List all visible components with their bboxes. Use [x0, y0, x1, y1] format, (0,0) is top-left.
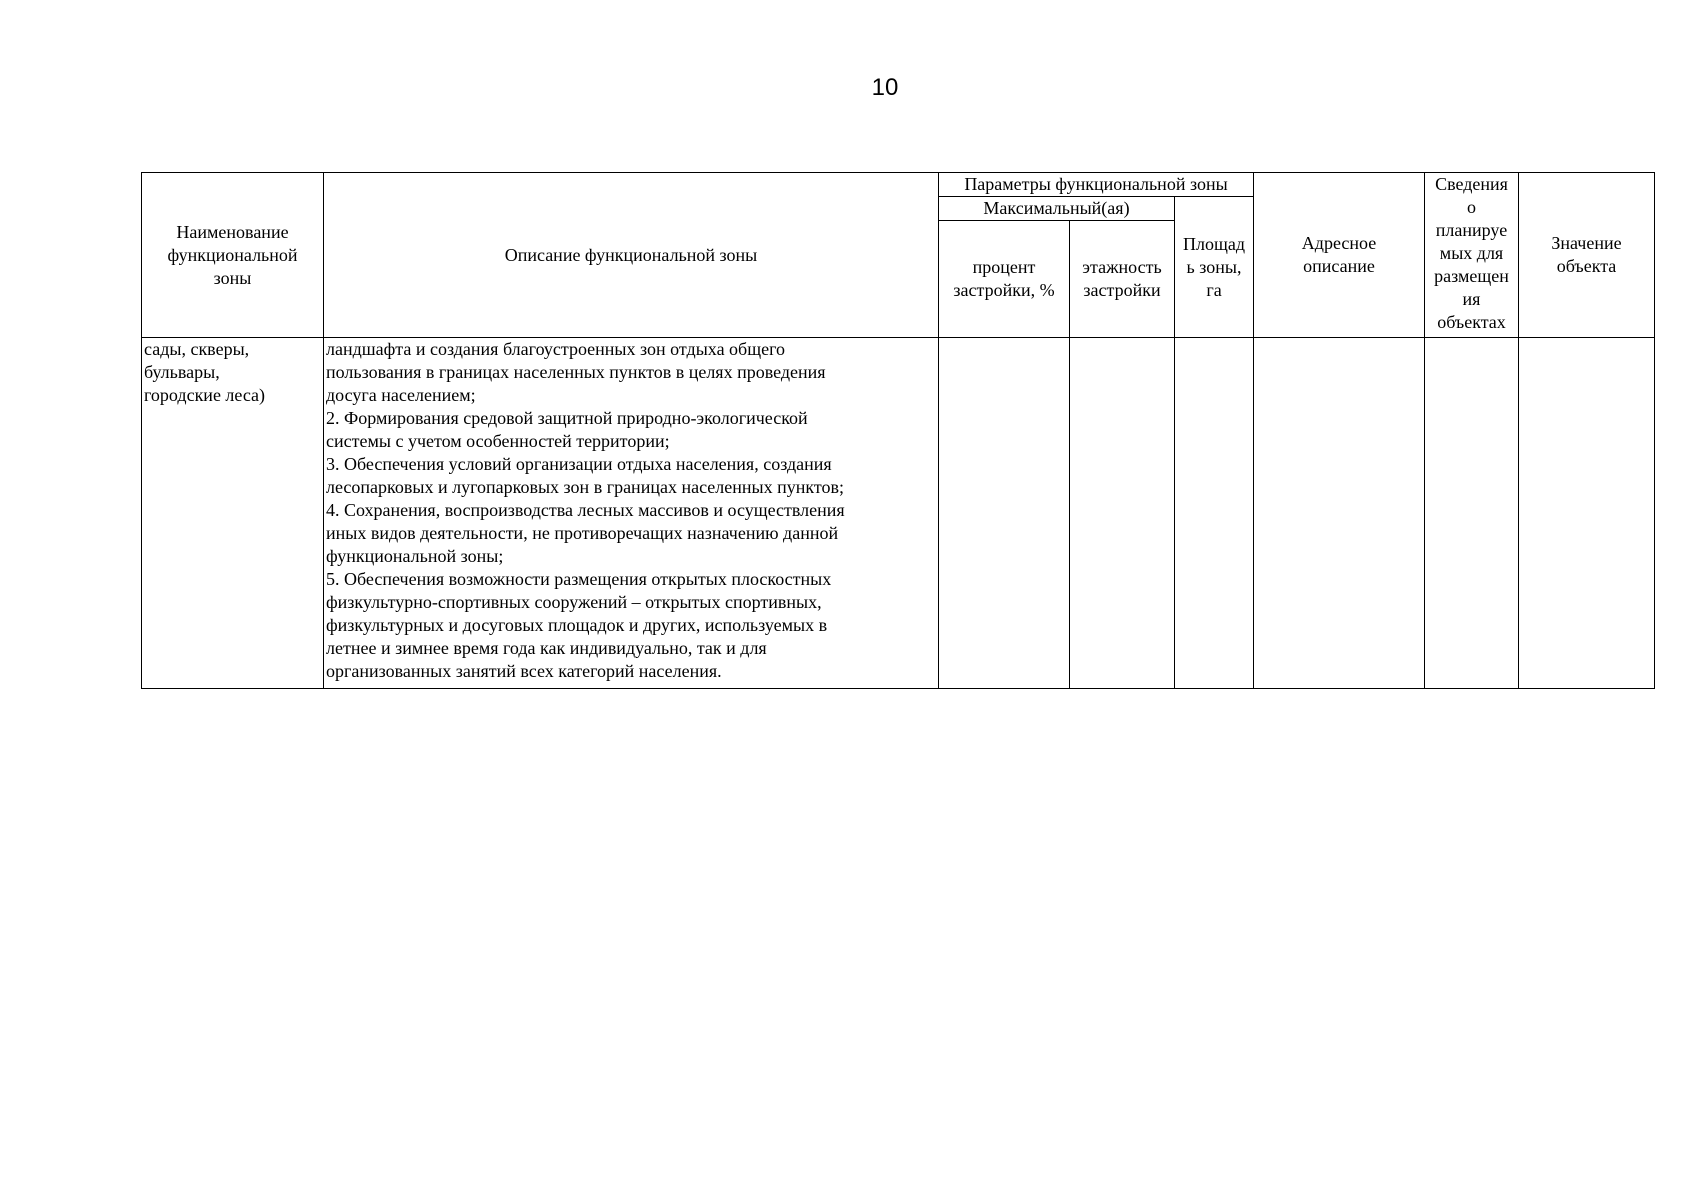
header-object-value-line: объекта — [1556, 256, 1617, 276]
header-zone-description-text: Описание функциональной зоны — [504, 244, 758, 265]
header-zone-area-line: га — [1206, 279, 1222, 300]
header-planned-objects-line: мых для — [1439, 243, 1504, 263]
description-line: ландшафта и создания благоустроенных зон отдыха общего — [326, 339, 785, 359]
header-zone-area-line: Площад — [1183, 233, 1245, 254]
header-planned-objects-line: Сведения — [1435, 174, 1508, 194]
header-zone-description — [324, 173, 939, 338]
header-zone-parameters — [939, 173, 1254, 197]
description-line: физкультурно-спортивных сооружений – открытых спортивных, — [326, 592, 822, 612]
row-planned-objects-cell — [1425, 338, 1519, 689]
description-line: 5. Обеспечения возможности размещения открытых плоскостных — [326, 569, 832, 589]
header-address-line: Адресное — [1301, 233, 1377, 253]
description-line: летнее и зимнее время года как индивидуально, так и для — [326, 638, 767, 658]
row-zone-area-cell — [1175, 338, 1254, 689]
description-line: 3. Обеспечения условий организации отдыха населения, создания — [326, 454, 832, 474]
row-zone-name-line: сады, скверы, — [144, 339, 250, 359]
header-floors-line: этажность — [1082, 257, 1162, 277]
header-build-percent — [939, 221, 1070, 338]
page-number: 10 — [871, 74, 899, 101]
header-planned-objects — [1425, 173, 1519, 338]
header-zone-name — [142, 173, 324, 338]
header-build-percent-line: застройки, % — [953, 280, 1055, 300]
header-zone-area — [1175, 197, 1254, 338]
header-build-percent-line: процент — [972, 257, 1036, 277]
header-planned-objects-line: о — [1467, 197, 1476, 217]
description-line: физкультурных и досуговых площадок и других, используемых в — [326, 615, 828, 635]
row-zone-name-line: бульвары, — [144, 362, 220, 382]
description-line: лесопарковых и лугопарковых зон в границах населенных пунктов; — [326, 477, 845, 497]
description-line: системы с учетом особенностей территории; — [326, 431, 670, 451]
header-object-value-line: Значение — [1551, 233, 1622, 253]
functional-zone-table — [141, 172, 1655, 689]
header-address-description — [1254, 173, 1425, 338]
description-line: иных видов деятельности, не противоречащих назначению данной — [326, 523, 839, 543]
header-maximum — [939, 197, 1175, 221]
row-build-percent-cell — [939, 338, 1070, 689]
header-planned-objects-line: ия — [1462, 289, 1481, 309]
row-zone-description — [324, 338, 939, 689]
description-line: пользования в границах населенных пунктов в целях проведения — [326, 362, 826, 382]
header-zone-name-line: Наименование — [176, 221, 289, 242]
header-object-value — [1519, 173, 1655, 338]
header-zone-name-line: функциональной — [167, 244, 298, 265]
header-address-line: описание — [1303, 256, 1375, 276]
header-zone-parameters-text: Параметры функциональной зоны — [964, 174, 1228, 194]
row-floors-cell — [1070, 338, 1175, 689]
row-zone-name — [142, 338, 324, 689]
description-line: организованных занятий всех категорий населения. — [326, 661, 722, 681]
header-planned-objects-line: планируе — [1435, 220, 1508, 240]
header-floors-line: застройки — [1083, 280, 1161, 300]
description-line: 2. Формирования средовой защитной природно-экологической — [326, 408, 808, 428]
row-address-cell — [1254, 338, 1425, 689]
header-zone-area-line: ь зоны, — [1186, 256, 1242, 277]
description-line: 4. Сохранения, воспроизводства лесных массивов и осуществления — [326, 500, 845, 520]
header-planned-objects-line: размещен — [1434, 266, 1509, 286]
row-object-value-cell — [1519, 338, 1655, 689]
description-line: функциональной зоны; — [326, 546, 504, 566]
header-floors — [1070, 221, 1175, 338]
row-zone-name-line: городские леса) — [144, 385, 266, 405]
header-planned-objects-line: объектах — [1437, 312, 1506, 332]
header-zone-name-line: зоны — [213, 267, 252, 288]
description-line: досуга населением; — [326, 385, 476, 405]
header-maximum-text: Максимальный(ая) — [983, 198, 1130, 218]
